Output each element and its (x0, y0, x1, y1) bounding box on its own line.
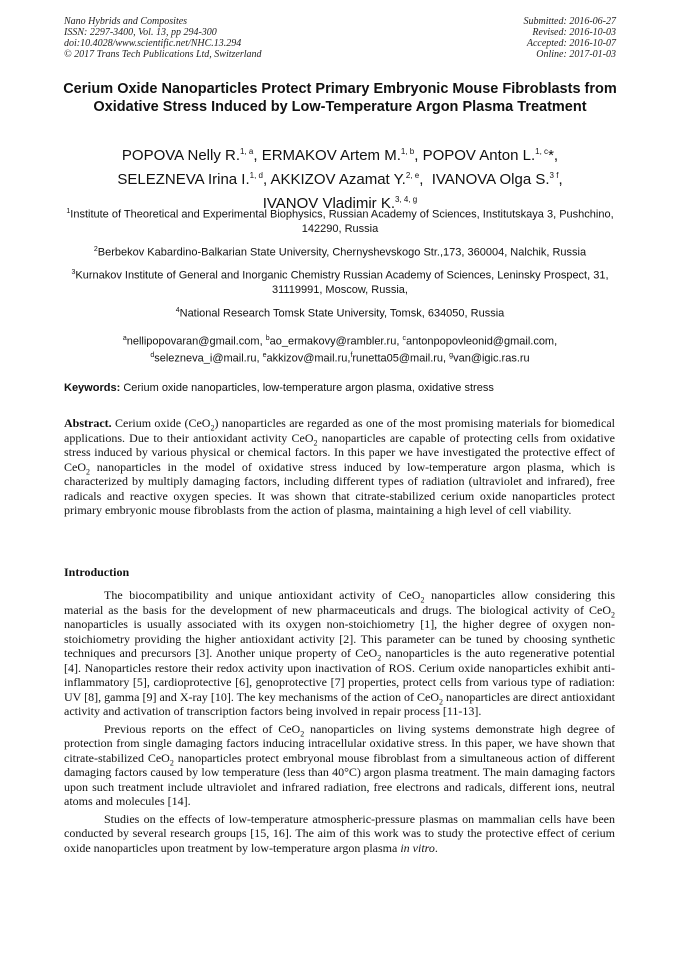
keywords-text: Cerium oxide nanoparticles, low-temperature argon plasma, oxidative stress (123, 382, 494, 394)
affiliation-text: National Research Tomsk State University, Tomsk, 634050, Russia (179, 307, 505, 320)
introduction-body (64, 588, 615, 858)
email-marker: f (350, 351, 353, 359)
affiliation-number: 4 (175, 306, 180, 314)
author-name: AKKIZOV Azamat Y. (270, 171, 406, 188)
affiliation-number: 3 (71, 269, 76, 277)
email-marker: e (262, 351, 267, 359)
abstract (64, 416, 615, 518)
author-line: POPOVA Nelly R.$^{1, a}$, ERMAKOV Artem M.$^{1, b}$, POPOV Anton L.$^{1, c}$*, (121, 147, 559, 164)
paragraph: Studies on the effects of low-temperature atmospheric-pressure plasmas on mammalian cells have been conducted by several research groups [15, 16]. The aim of this work was to study the protective effect of cerium oxide nanoparticles upon treatment by low-temperature argon plasma in vitro. (64, 811, 615, 855)
email-line: $^a$nellipopovaran@gmail.com, $^b$ao_ermakovy@rambler.ru, $^c$antonpopovleonid@gmail.com, (122, 335, 558, 348)
author-superscript: 2, e (405, 171, 420, 180)
keywords-label: Keywords: (64, 382, 121, 394)
author-name: ERMAKOV Artem M. (261, 147, 401, 164)
paper-title: Cerium Oxide Nanoparticles Protect Primary Embryonic Mouse Fibroblasts from Oxidative Stress Induced by Low-Temperature Argon Plasma Treatment (63, 81, 617, 115)
affiliation (60, 205, 620, 236)
author-name: IVANOV Vladimir K. (262, 195, 395, 212)
accepted-date: Accepted: 2016-10-07 (526, 38, 616, 49)
email-link[interactable]: runetta05@mail.ru (352, 352, 444, 365)
email-list (60, 332, 620, 365)
abstract-label: Abstract. (64, 416, 112, 430)
author-superscript: 3 f (549, 171, 559, 180)
journal-name: Nano Hybrids and Composites (64, 16, 188, 27)
online-date: Online: 2017-01-03 (536, 49, 616, 60)
abstract-text: Cerium oxide (CeO$_2$) nanoparticles are regarded as one of the most promising materials for biomedical applications. Due to their antioxidant activity CeO$_2$ nanoparticles are capable of protecting cells from oxidative stress induced by various physical or chemical factors. In this paper we have investigated the protective effect of CeO$_2$ nanoparticles in the model of oxidative stress induced by low-temperature argon plasma, which is characterized by multiply damaging factors, including different types of radiation (ultraviolet and infrared), free radicals and reactive oxygen species. It was shown that citrate-stabilized cerium oxide nanoparticles protect primary embryonic mouse fibroblasts from the action of plasma, maintaining a high level of cell viability. (64, 416, 615, 517)
revised-date: Revised: 2016-10-03 (532, 27, 616, 38)
journal-header-right (524, 16, 617, 60)
introduction-heading: Introduction (64, 565, 130, 579)
author-superscript: 1, d (249, 171, 263, 180)
email-marker: a (122, 335, 127, 342)
email-link[interactable]: selezneva_i@mail.ru (154, 352, 257, 365)
affiliation-text: Kurnakov Institute of General and Inorganic Chemistry Russian Academy of Sciences, Leninsky Prospect, 31, 31119991, Moscow, Russia, (75, 269, 609, 296)
author-superscript: 3, 4, g (395, 195, 418, 204)
author-name: POPOV Anton L. (422, 147, 536, 164)
author-list (30, 142, 650, 214)
email-marker: g (449, 351, 454, 359)
email-link[interactable]: van@igic.ras.ru (453, 352, 530, 365)
email-line: $^d$selezneva_i@mail.ru, $^e$akkizov@mail.ru,$^f$runetta05@mail.ru, $^g$van@igic.ras.ru (150, 351, 530, 365)
author-superscript: 1, b (400, 147, 415, 156)
affiliation (60, 266, 620, 297)
keywords (64, 381, 624, 395)
email-link[interactable]: nellipopovaran@gmail.com (126, 335, 260, 348)
journal-header-left (64, 16, 262, 60)
affiliation-number: 1 (66, 208, 71, 215)
paragraph: Previous reports on the effect of CeO$_2$ nanoparticles on living systems demonstrate high degree of protection from single damaging factors inducing intracellular oxidative stress. In this paper, we have shown that citrate-stabilized CeO$_2$ nanoparticles protect embryonal mouse fibroblast from a simultaneous action of different damaging factors caused by low temperature (less than 40°C) argon plasma treatment. The main damaging factors upon such treatment include ultraviolet and infrared radiation, free electrons and radicals, different ions, neutral atoms and molecules [14]. (64, 721, 616, 808)
author-name: POPOVA Nelly R. (121, 147, 240, 164)
affiliation-list (60, 205, 620, 328)
affiliation (60, 243, 620, 260)
affiliation-text: Berbekov Kabardino-Balkarian State University, Chernyshevskogo Str.,173, 360004, Nalchik, Russia (97, 246, 587, 259)
author-name: IVANOVA Olga S. (431, 171, 550, 188)
affiliation-text: Institute of Theoretical and Experimental Biophysics, Russian Academy of Sciences, Institutskaya 3, Pushchino, 142290, Russia (70, 208, 614, 235)
email-marker: c (402, 335, 406, 342)
submitted-date: Submitted: 2016-06-27 (523, 16, 616, 27)
email-link[interactable]: antonpopovleonid@gmail.com (405, 335, 555, 348)
paragraph: The biocompatibility and unique antioxidant activity of CeO$_2$ nanoparticles allow considering this material as the basis for the development of new pharmaceuticals and drugs. The biological activity of CeO$_2$ nanoparticles is usually associated with its oxygen non-stoichiometry [1], the higher degree of oxygen non-stoichiometry providing the higher antioxidant activity [2]. This parameter can be tuned by choosing synthetic techniques and precursors [3]. Another unique property of CeO$_2$ nanoparticles is the auto regenerative potential [4]. Nanoparticles restore their redox activity upon inactivation of ROS. Cerium oxide nanoparticles exhibit anti-inflammatory [5], cardioprotective [6], genoprotective [7] properties, protect cells from various type of radiation: UV [8], gamma [9] and X-ray [10]. The key mechanisms of the action of CeO$_2$ nanoparticles are direct antioxidant activity and activation of transcription factors being involved in repair process [11-13]. (64, 588, 615, 718)
email-marker: b (265, 335, 270, 342)
email-link[interactable]: akkizov@mail.ru (266, 352, 348, 365)
journal-issn: ISSN: 2297-3400, Vol. 13, pp 294-300 (64, 27, 217, 38)
email-link[interactable]: ao_ermakovy@rambler.ru (269, 335, 397, 348)
author-superscript: 1, a (240, 147, 254, 156)
corresponding-author-mark: * (548, 147, 554, 164)
affiliation (60, 304, 620, 321)
email-marker: d (150, 351, 155, 359)
author-name: SELEZNEVA Irina I. (117, 171, 250, 188)
author-superscript: 1, c (535, 147, 549, 156)
affiliation-number: 2 (93, 245, 98, 253)
journal-copyright: © 2017 Trans Tech Publications Ltd, Switzerland (64, 49, 262, 60)
journal-doi: doi:10.4028/www.scientific.net/NHC.13.294 (64, 38, 242, 49)
author-line: SELEZNEVA Irina I.$^{1, d}$, AKKIZOV Azamat Y.$^{2, e}$, IVANOVA Olga S.$^{3 f}$, (117, 171, 563, 188)
